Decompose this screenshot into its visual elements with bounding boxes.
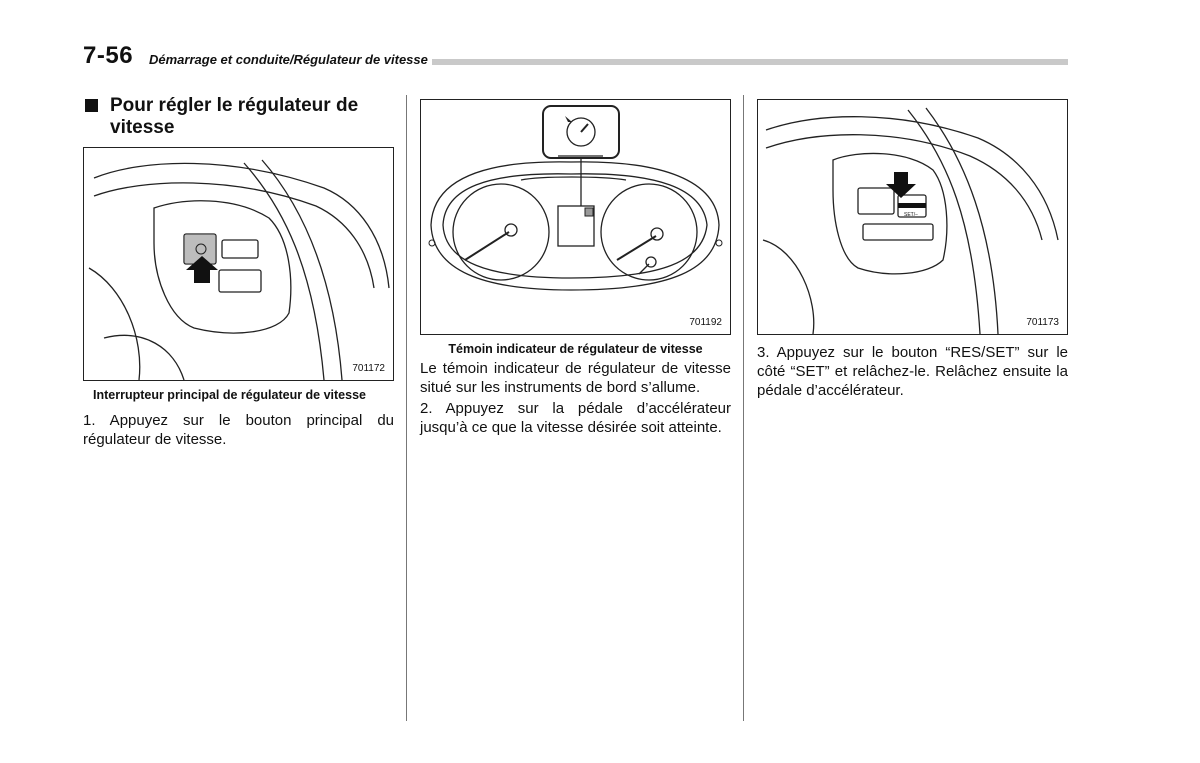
instrument-cluster-illustration <box>421 100 730 334</box>
page-number: 7-56 <box>83 42 134 69</box>
paragraph: Le témoin indicateur de régulateur de vitesse situé sur les instruments de bord s’allume. <box>420 360 731 396</box>
steering-wheel-illustration <box>84 148 393 380</box>
section-heading-text: Pour régler le régulateur de vitesse <box>110 95 359 138</box>
figure-code: 701173 <box>1026 317 1059 328</box>
column-3 <box>757 99 1068 400</box>
figure-indicator-light <box>420 99 731 335</box>
figure-main-switch <box>83 147 394 381</box>
steering-wheel-set-illustration <box>758 100 1067 334</box>
figure-caption: Témoin indicateur de régulateur de vitesse <box>448 342 703 356</box>
set-button-label: SET/− <box>904 212 919 218</box>
running-title: Démarrage et conduite/Régulateur de vitesse <box>149 52 432 67</box>
figure-code: 701172 <box>352 363 385 374</box>
cruise-indicator-icon <box>565 116 572 122</box>
page-header <box>83 42 1068 72</box>
column-divider <box>406 95 407 721</box>
section-heading <box>83 95 394 139</box>
figure-caption: Interrupteur principal de régulateur de vitesse <box>93 388 366 402</box>
paragraph: 2. Appuyez sur la pédale d’accélérateur jusqu’à ce que la vitesse désirée soit atteinte. <box>420 400 731 436</box>
figure-res-set-button <box>757 99 1068 335</box>
heading-square-icon <box>85 99 98 112</box>
column-divider <box>743 95 744 721</box>
paragraph: 3. Appuyez sur le bouton “RES/SET” sur le côté “SET” et relâchez-le. Relâchez ensuite la pédale d’accélérateur. <box>757 344 1068 399</box>
figure-code: 701192 <box>689 317 722 328</box>
column-1 <box>83 95 394 449</box>
arrow-down-icon <box>886 172 916 198</box>
paragraph: 1. Appuyez sur le bouton principal du régulateur de vitesse. <box>83 412 394 448</box>
column-2 <box>420 99 731 437</box>
